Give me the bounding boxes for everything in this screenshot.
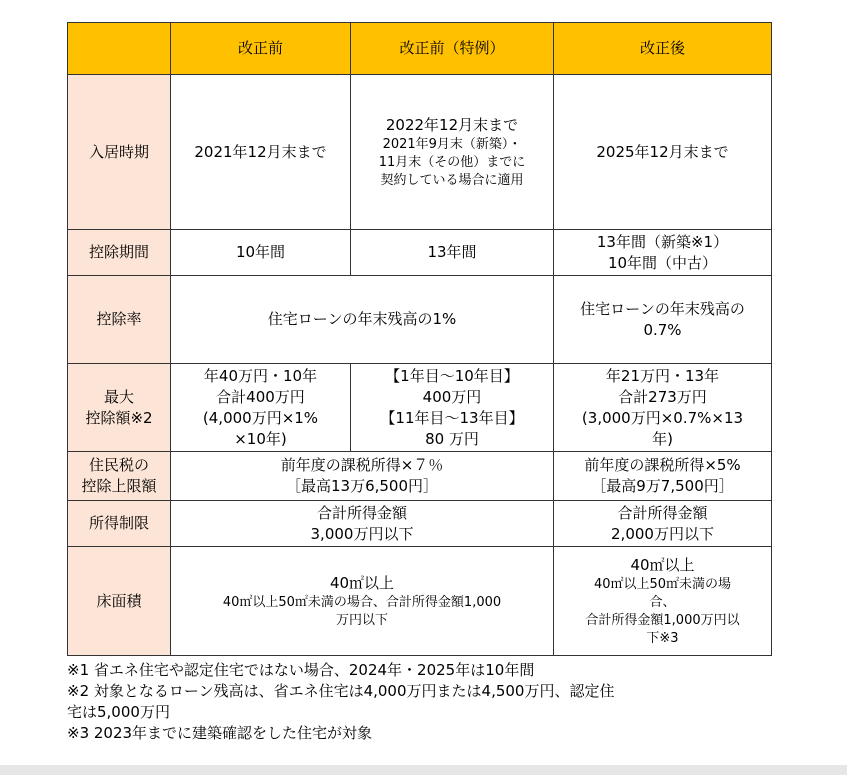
max-after (554, 364, 772, 452)
rate-before-special: 住宅ローンの年末残高の1% (171, 276, 554, 364)
footnotes (67, 660, 787, 744)
footnote-line: ※2 対象となるローン残高は、省エネ住宅は4,000万円または4,500万円、認定住 (67, 682, 615, 700)
label-period: 控除期間 (68, 230, 171, 276)
period-after (554, 230, 772, 276)
income-before-line: 合計所得金額 (316, 503, 407, 522)
row-period (68, 230, 772, 276)
max-after-line: 年21万円・13年 (605, 366, 720, 385)
row-move-in (68, 75, 772, 230)
resident-tax-after-line: 前年度の課税所得×5% (584, 456, 741, 474)
max-before (171, 364, 351, 452)
header-corner (68, 23, 171, 75)
period-special: 13年間 (351, 230, 554, 276)
income-after (554, 501, 772, 547)
label-resident-tax-line: 控除上限額 (81, 477, 157, 495)
label-max (68, 364, 171, 452)
move-in-special-line: 2021年9月末（新築）・ (382, 136, 522, 152)
header-before-special: 改正前（特例） (351, 23, 554, 75)
resident-tax-after-line: ［最高9万7,500円］ (591, 477, 734, 495)
floor-before-special (171, 547, 554, 656)
floor-after-main: 40㎡以上 (630, 555, 695, 574)
label-move-in: 入居時期 (68, 75, 171, 230)
income-after-line: 2,000万円以下 (611, 524, 714, 543)
footnote-line: ※1 省エネ住宅や認定住宅ではない場合、2024年・2025年は10年間 (67, 661, 535, 679)
move-in-special-line: 11月末（その他）までに (378, 154, 526, 170)
rate-after-line: 0.7% (643, 320, 682, 339)
resident-tax-before-line: ［最高13万6,500円］ (285, 477, 439, 495)
max-special-line: 400万円 (422, 387, 482, 406)
max-after-line: 合計273万円 (618, 387, 707, 406)
income-before-special (171, 501, 554, 547)
comparison-table (67, 22, 772, 656)
move-in-special-line: 2022年12月末まで (385, 115, 519, 134)
resident-tax-before-line: 前年度の課税所得×７％ (280, 456, 444, 474)
resident-tax-before-special (171, 452, 554, 501)
label-income: 所得制限 (68, 501, 171, 547)
floor-before-sub-line: 40㎡以上50㎡未満の場合、合計所得金額1,000 (222, 594, 502, 610)
period-after-line: 10年間（中古） (607, 253, 718, 272)
max-before-line: (4,000万円×1% (202, 408, 319, 427)
move-in-after: 2025年12月末まで (554, 75, 772, 230)
label-floor: 床面積 (68, 547, 171, 656)
header-row (68, 23, 772, 75)
max-before-line: 年40万円・10年 (203, 366, 318, 385)
max-special-line: 【1年目～10年目】 (385, 366, 519, 385)
move-in-special (351, 75, 554, 230)
floor-before-sub-line: 万円以下 (335, 612, 388, 628)
move-in-special-line: 契約している場合に適用 (380, 172, 524, 188)
rate-after-line: 住宅ローンの年末残高の (580, 299, 745, 318)
bottom-scroll-bar (0, 765, 847, 775)
floor-after-sub-line: 40㎡以上50㎡未満の場 (593, 576, 732, 592)
floor-after-sub-line: 合計所得金額1,000万円以 (585, 612, 740, 628)
row-rate (68, 276, 772, 364)
max-after-line: 年) (652, 429, 673, 448)
floor-after-sub-line: 下※3 (646, 630, 679, 646)
floor-after-sub-line: 合、 (649, 594, 676, 610)
label-resident-tax-line: 住民税の (88, 456, 149, 474)
floor-before-main: 40㎡以上 (329, 573, 395, 592)
max-special-line: 80 万円 (425, 429, 479, 448)
move-in-before: 2021年12月末まで (171, 75, 351, 230)
row-floor (68, 547, 772, 656)
row-income (68, 501, 772, 547)
label-max-line: 最大 (103, 387, 134, 406)
max-special (351, 364, 554, 452)
row-max (68, 364, 772, 452)
header-after: 改正後 (554, 23, 772, 75)
row-resident-tax (68, 452, 772, 501)
label-max-line: 控除額※2 (85, 408, 153, 427)
footnote-line: 宅は5,000万円 (67, 703, 170, 721)
rate-after (554, 276, 772, 364)
label-rate: 控除率 (68, 276, 171, 364)
max-after-line: (3,000万円×0.7%×13 (581, 408, 744, 427)
floor-after (554, 547, 772, 656)
period-after-line: 13年間（新築※1） (596, 232, 729, 251)
period-before: 10年間 (171, 230, 351, 276)
max-before-line: ×10年) (234, 429, 287, 448)
max-special-line: 【11年目～13年目】 (380, 408, 524, 427)
header-before: 改正前 (171, 23, 351, 75)
label-resident-tax (68, 452, 171, 501)
max-before-line: 合計400万円 (216, 387, 305, 406)
income-before-line: 3,000万円以下 (310, 524, 414, 543)
income-after-line: 合計所得金額 (617, 503, 708, 522)
resident-tax-after (554, 452, 772, 501)
footnote-line: ※3 2023年までに建築確認をした住宅が対象 (67, 724, 373, 742)
